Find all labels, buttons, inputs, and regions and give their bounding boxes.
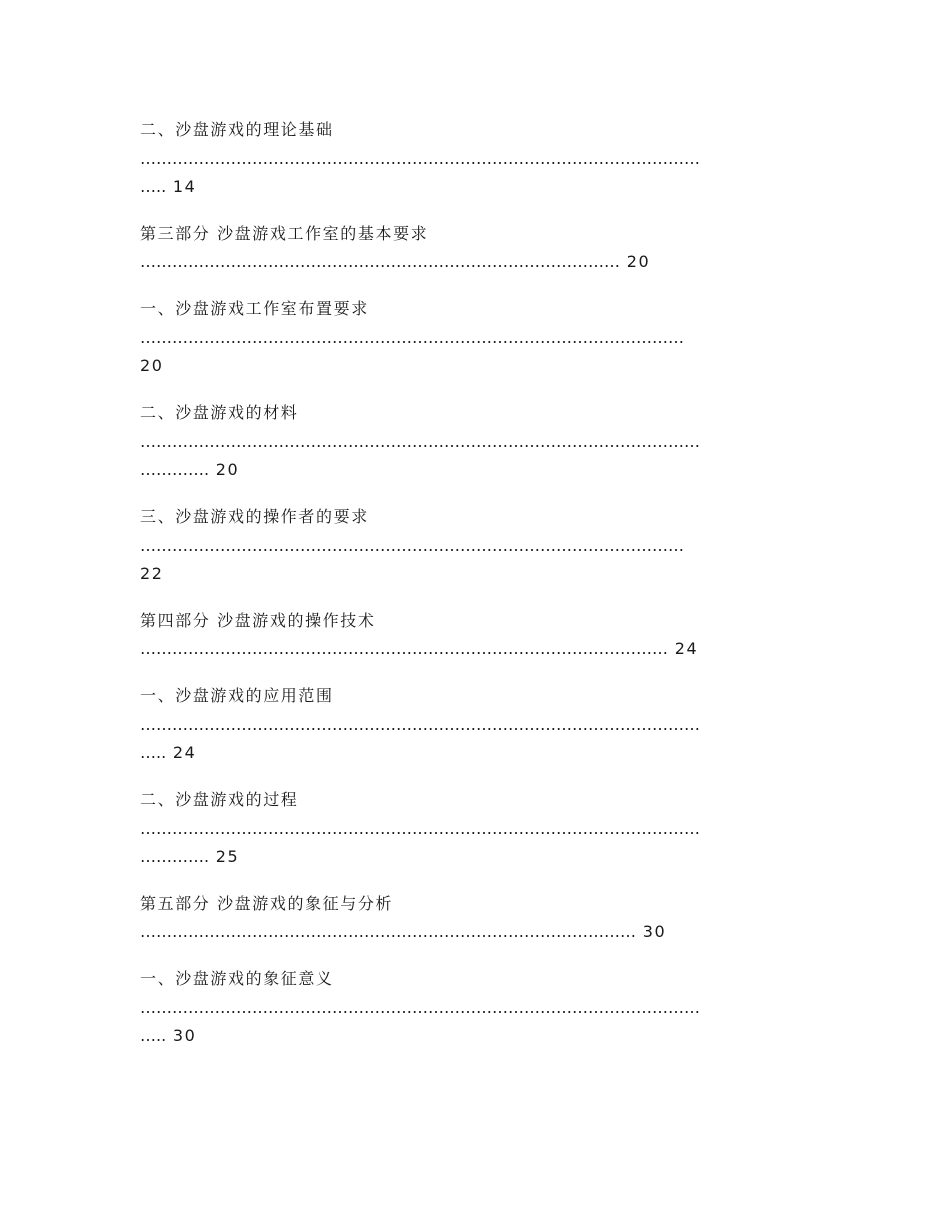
toc-entry-page-line <box>140 251 650 273</box>
toc-leader-dots: …………. <box>140 847 210 866</box>
toc-entry-title: 二、沙盘游戏的理论基础 <box>140 120 334 139</box>
toc-leader-dots: ….. <box>140 743 167 762</box>
toc-leader-dots: ………………………………………………………………………………………… <box>140 536 684 555</box>
toc-page-number: 20 <box>140 356 164 375</box>
toc-leader-dots: ……………………………………………………………………………… <box>140 252 620 271</box>
toc-entry-title: 一、沙盘游戏工作室布置要求 <box>140 299 369 318</box>
toc-entry-page-line <box>140 638 698 660</box>
toc-leader-dots: ….. <box>140 1026 167 1045</box>
toc-leader-dots: …………………………………………………………………………………………… <box>140 149 700 168</box>
toc-leader-dots: ……………………………………………………………………………………… <box>140 639 668 658</box>
toc-entry-page-line <box>140 176 196 198</box>
toc-page-number: 20 <box>626 252 651 271</box>
toc-entry-title: 一、沙盘游戏的象征意义 <box>140 969 334 988</box>
toc-entry-title: 第四部分 沙盘游戏的操作技术 <box>140 611 376 630</box>
toc-entry-title: 第五部分 沙盘游戏的象征与分析 <box>140 894 394 913</box>
toc-page-number: 30 <box>642 922 667 941</box>
toc-leader-dots: …………………………………………………………………………………………… <box>140 998 700 1017</box>
toc-page-number: 22 <box>140 564 164 583</box>
toc-entry-title: 第三部分 沙盘游戏工作室的基本要求 <box>140 224 429 243</box>
toc-entry-title: 一、沙盘游戏的应用范围 <box>140 686 334 705</box>
toc-leader-dots: …………………………………………………………………………………………… <box>140 715 700 734</box>
toc-leader-dots: …………………………………………………………………………………………… <box>140 819 700 838</box>
toc-entry-page-line <box>140 459 239 481</box>
toc-leader-dots: …………………………………………………………………………………………… <box>140 432 700 451</box>
toc-page-number: 25 <box>215 847 240 866</box>
toc-page-number: 24 <box>172 743 197 762</box>
toc-page-number: 30 <box>172 1026 197 1045</box>
toc-entry-page-line <box>140 742 196 764</box>
toc-leader-dots: ………………………………………………………………………………… <box>140 922 636 941</box>
toc-entry-title: 二、沙盘游戏的过程 <box>140 790 299 809</box>
toc-leader-dots: ………………………………………………………………………………………… <box>140 328 684 347</box>
toc-entry-page-line <box>140 1025 196 1047</box>
toc-entry-title: 三、沙盘游戏的操作者的要求 <box>140 507 369 526</box>
toc-entry-page-line <box>140 846 239 868</box>
toc-leader-dots: …………. <box>140 460 210 479</box>
toc-entry-page-line <box>140 921 666 943</box>
toc-leader-dots: ….. <box>140 177 167 196</box>
toc-page-number: 14 <box>172 177 197 196</box>
toc-page-number: 20 <box>215 460 240 479</box>
toc-page-number: 24 <box>674 639 699 658</box>
toc-entry-title: 二、沙盘游戏的材料 <box>140 403 299 422</box>
